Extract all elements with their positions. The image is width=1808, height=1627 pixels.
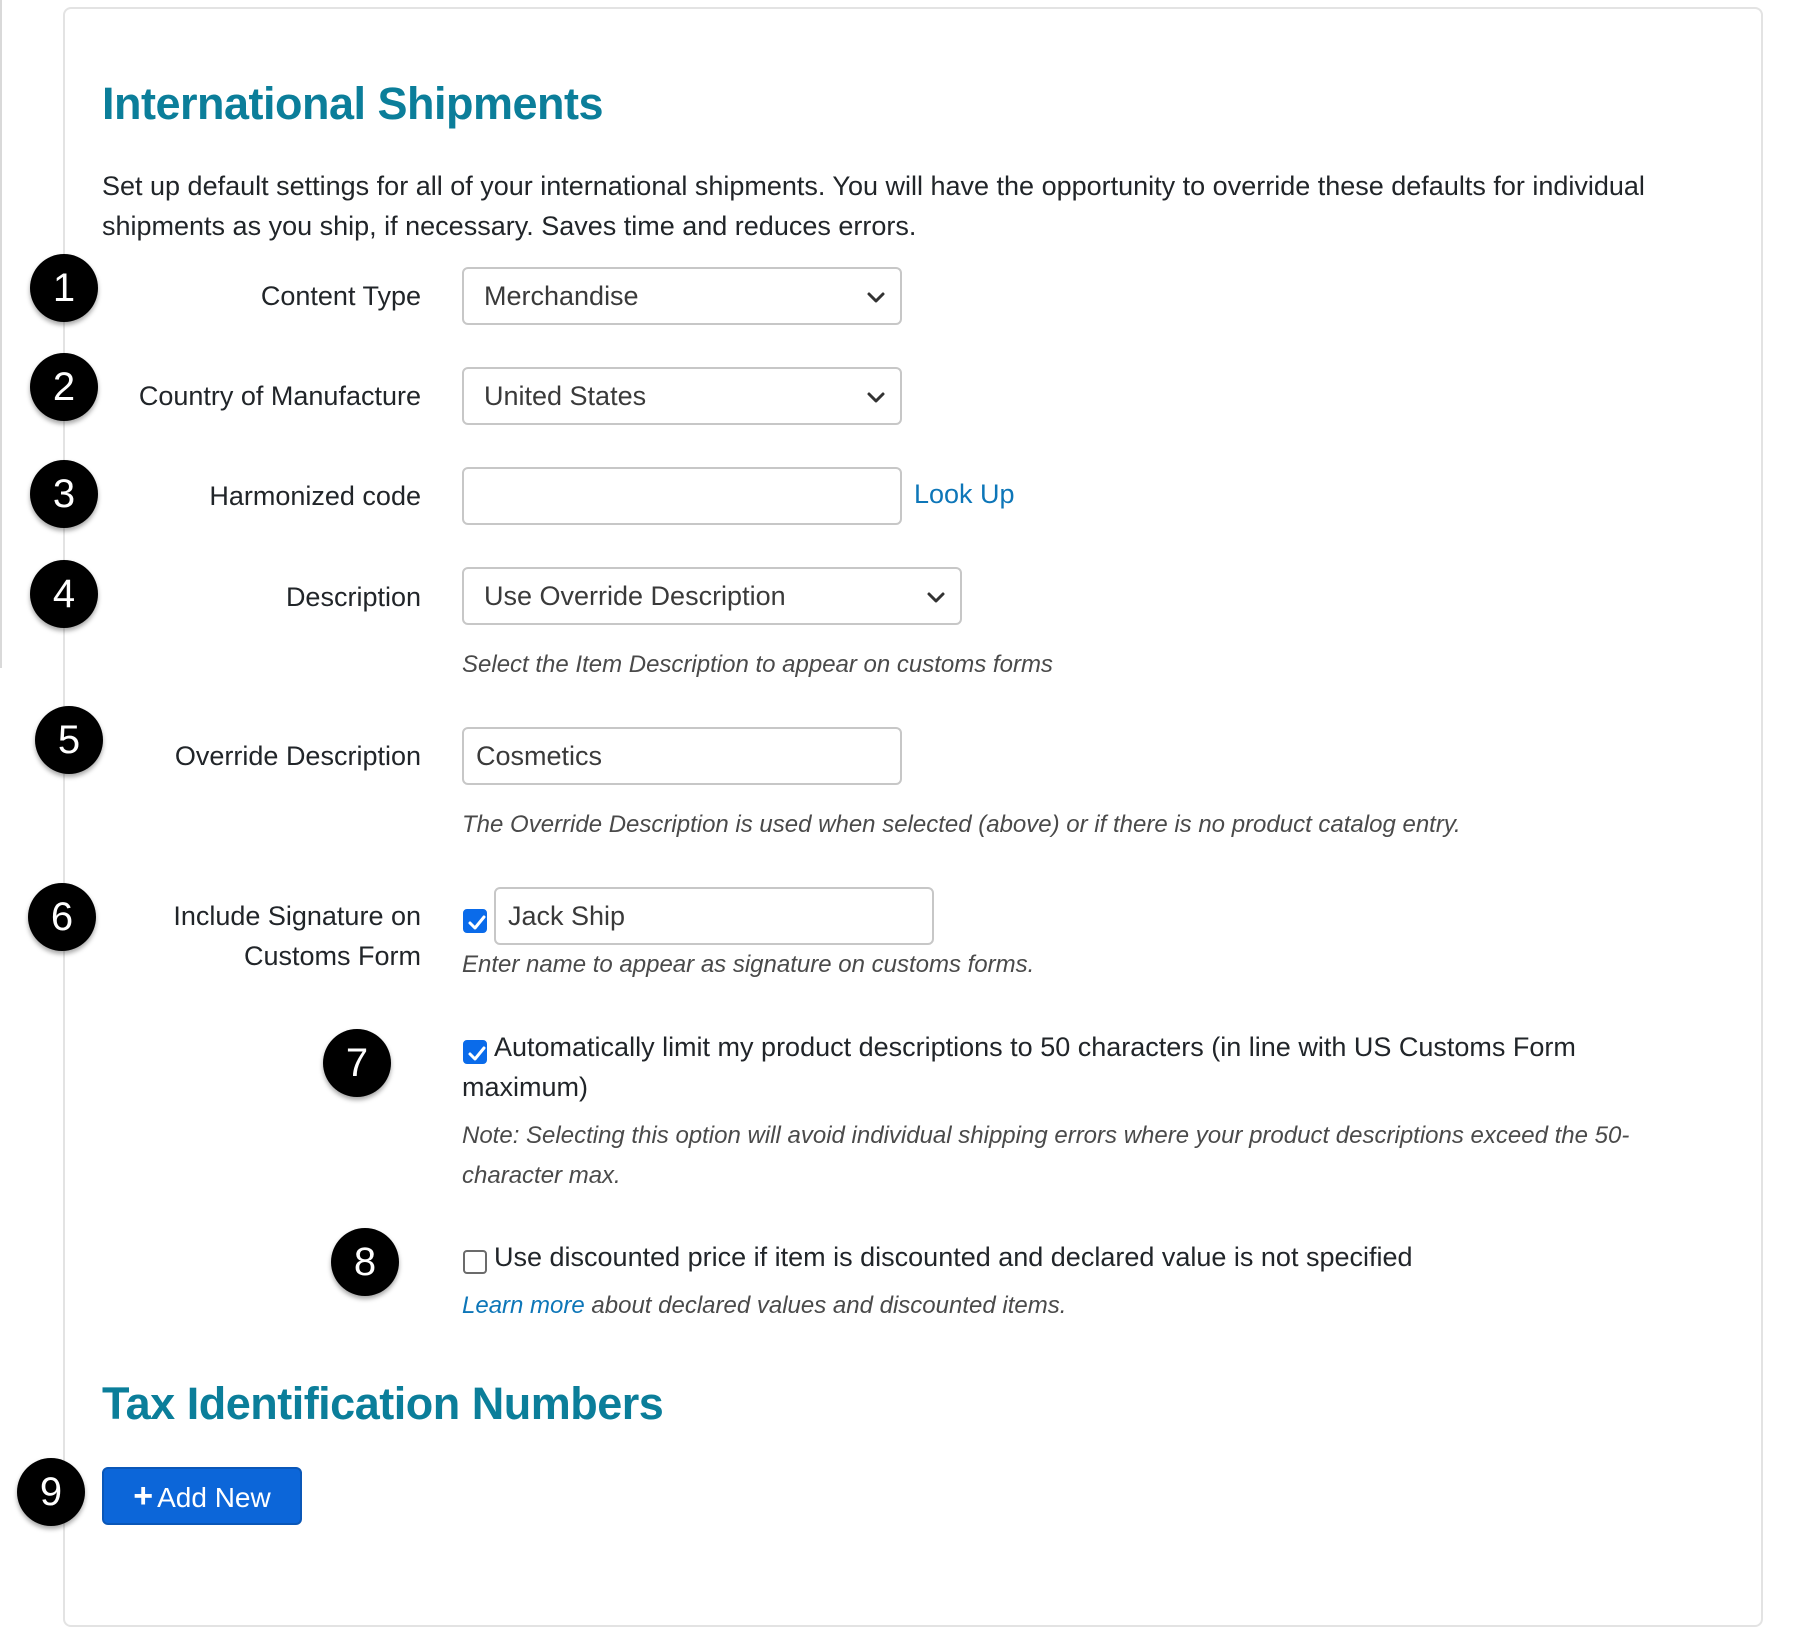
limit-note-line2: character max. <box>462 1162 621 1189</box>
step-badge-3: 3 <box>30 460 98 528</box>
country-value: United States <box>484 381 647 411</box>
description-value: Use Override Description <box>484 581 786 611</box>
page-title: International Shipments <box>102 78 604 129</box>
discount-help <box>462 1286 1066 1326</box>
signature-name-input[interactable]: Jack Ship <box>494 887 934 945</box>
add-new-button[interactable] <box>102 1467 302 1525</box>
signature-label-line1: Include Signature on <box>173 901 421 931</box>
signature-checkbox[interactable] <box>463 909 487 933</box>
override-description-input[interactable]: Cosmetics <box>462 727 902 785</box>
chevron-down-icon <box>924 585 948 609</box>
step-badge-5: 5 <box>35 706 103 774</box>
country-select[interactable] <box>462 367 902 425</box>
step-badge-2: 2 <box>30 353 98 421</box>
override-label: Override Description <box>174 741 421 771</box>
learn-more-link[interactable]: Learn more <box>462 1292 585 1319</box>
content-type-select[interactable] <box>462 267 902 325</box>
harmonized-code-input[interactable] <box>462 467 902 525</box>
step-badge-1: 1 <box>30 254 98 322</box>
signature-help: Enter name to appear as signature on customs forms. <box>462 951 1035 978</box>
chevron-down-icon <box>864 385 888 409</box>
discount-help-rest: about declared values and discounted items. <box>584 1292 1067 1319</box>
step-badge-4: 4 <box>30 560 98 628</box>
country-label: Country of Manufacture <box>138 381 421 411</box>
harmonized-label: Harmonized code <box>209 481 421 511</box>
limit-note-line1: Note: Selecting this option will avoid individual shipping errors where your product descriptions exceed the 50- <box>462 1122 1630 1149</box>
step-badge-7: 7 <box>323 1029 391 1097</box>
tax-section-title: Tax Identification Numbers <box>102 1378 664 1429</box>
step-badge-6: 6 <box>28 883 96 951</box>
content-type-label: Content Type <box>260 281 421 311</box>
add-new-label: Add New <box>157 1482 271 1513</box>
signature-label-line2: Customs Form <box>243 941 421 971</box>
step-badge-8: 8 <box>331 1228 399 1296</box>
limit-descriptions-checkbox[interactable] <box>463 1040 487 1064</box>
step-badge-9: 9 <box>17 1458 85 1526</box>
limit-descriptions-label-line2: maximum) <box>462 1072 588 1102</box>
plus-icon: + <box>133 1477 154 1515</box>
discounted-price-label: Use discounted price if item is discounted and declared value is not specified <box>494 1242 1413 1272</box>
look-up-link[interactable]: Look Up <box>914 479 1015 509</box>
checkmark-icon <box>467 913 487 933</box>
intro-text: Set up default settings for all of your international shipments. You will have the opportunity to override these defaults for individual shipments as you ship, if necessary. Saves time and reduces errors. <box>102 171 1645 241</box>
discounted-price-checkbox[interactable] <box>463 1250 487 1274</box>
description-select[interactable] <box>462 567 962 625</box>
description-label: Description <box>285 582 421 612</box>
limit-descriptions-label-line1: Automatically limit my product descriptions to 50 characters (in line with US Customs Form <box>494 1032 1576 1062</box>
content-type-value: Merchandise <box>484 281 639 311</box>
checkmark-icon <box>467 1044 487 1064</box>
chevron-down-icon <box>864 285 888 309</box>
description-help: Select the Item Description to appear on customs forms <box>462 651 1053 678</box>
left-divider <box>0 0 2 668</box>
override-help: The Override Description is used when selected (above) or if there is no product catalog entry. <box>462 811 1461 838</box>
